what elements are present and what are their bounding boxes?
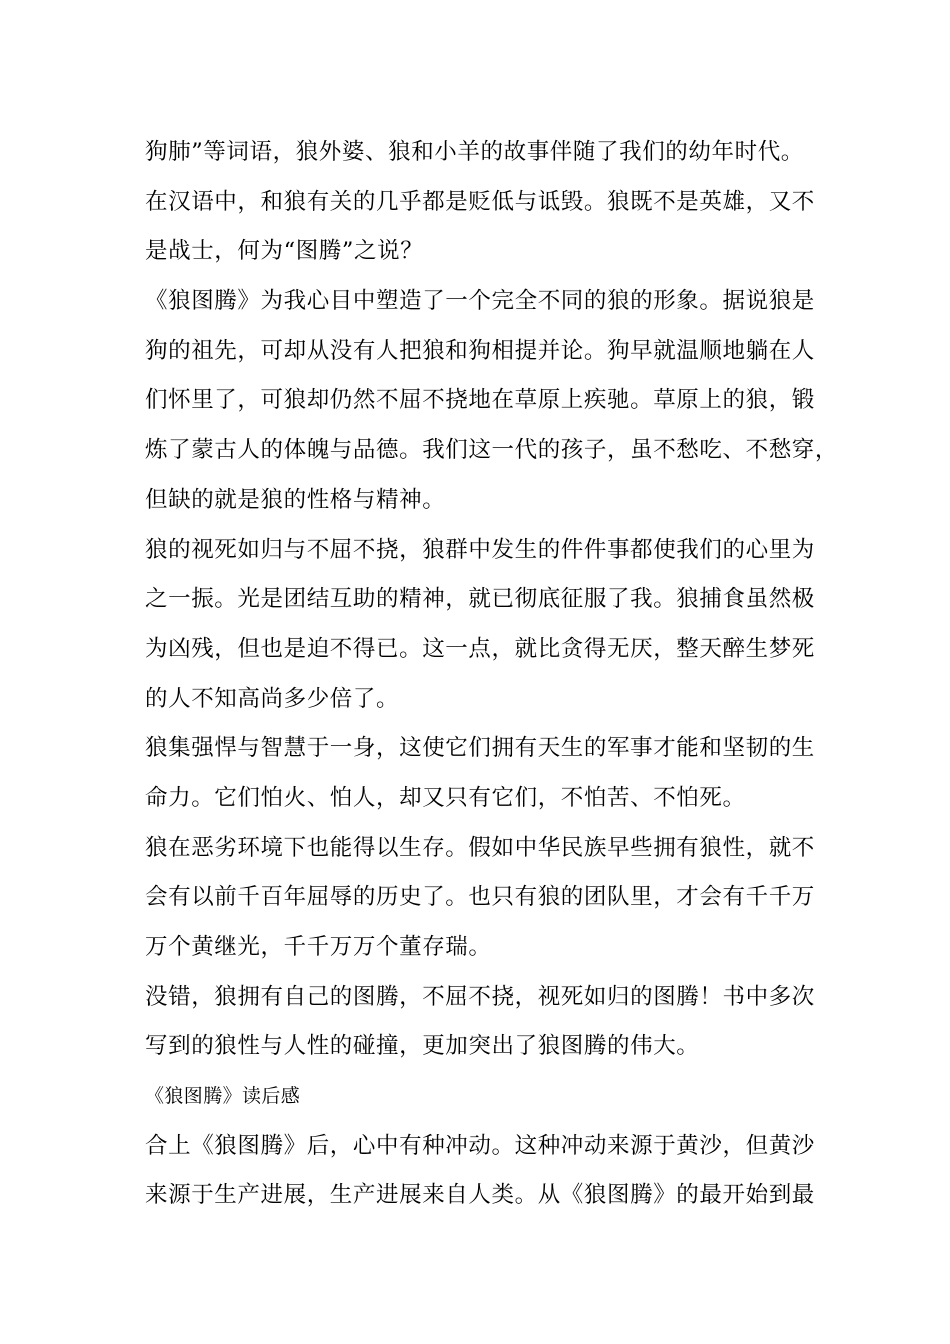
text-line: 会有以前千百年屈辱的历史了。也只有狼的团队里，才会有千千万 xyxy=(145,884,815,911)
text-line: 狗肺”等词语，狼外婆、狼和小羊的故事伴随了我们的幼年时代。 xyxy=(145,139,804,165)
text-line: 为凶残，但也是迫不得已。这一点，就比贪得无厌，整天醉生梦死 xyxy=(145,635,815,662)
text-line: 万个黄继光，千千万万个董存瑞。 xyxy=(145,934,492,960)
text-line: 来源于生产进展，生产进展来自人类。从《狼图腾》的最开始到最 xyxy=(145,1182,815,1209)
text-line: 在汉语中，和狼有关的几乎都是贬低与诋毁。狼既不是英雄，又不 xyxy=(145,188,815,215)
text-line: 的人不知高尚多少倍了。 xyxy=(145,685,400,712)
text-line: 狼集强悍与智慧于一身，这使它们拥有天生的军事才能和坚韧的生 xyxy=(145,735,815,762)
text-line: 之一振。光是团结互助的精神，就已彻底征服了我。狼捕食虽然极 xyxy=(145,586,815,613)
text-line: 命力。它们怕火、怕人，却又只有它们，不怕苦、不怕死。 xyxy=(145,784,746,811)
text-line: 没错，狼拥有自己的图腾，不屈不挠，视死如归的图腾！书中多次 xyxy=(145,983,815,1010)
text-line: 狗的祖先，可却从没有人把狼和狗相提并论。狗早就温顺地躺在人 xyxy=(145,337,815,364)
text-line: 写到的狼性与人性的碰撞，更加突出了狼图腾的伟大。 xyxy=(145,1033,700,1060)
text-line: 但缺的就是狼的性格与精神。 xyxy=(145,486,446,513)
section-heading: 《狼图腾》读后感 xyxy=(145,1085,301,1108)
text-line: 们怀里了，可狼却仍然不屈不挠地在草原上疾驰。草原上的狼，锻 xyxy=(145,387,815,414)
text-line: 狼的视死如归与不屈不挠，狼群中发生的件件事都使我们的心里为 xyxy=(145,536,815,563)
text-line: 合上《狼图腾》后，心中有种冲动。这种冲动来源于黄沙，但黄沙 xyxy=(145,1132,815,1159)
text-line: 《狼图腾》为我心目中塑造了一个完全不同的狼的形象。据说狼是 xyxy=(145,288,815,315)
text-line: 炼了蒙古人的体魄与品德。我们这一代的孩子，虽不愁吃、不愁穿， xyxy=(145,437,839,464)
document-body xyxy=(145,128,839,1221)
text-line: 狼在恶劣环境下也能得以生存。假如中华民族早些拥有狼性，就不 xyxy=(145,834,815,861)
text-line: 是战士，何为“图腾”之说？ xyxy=(145,238,424,265)
